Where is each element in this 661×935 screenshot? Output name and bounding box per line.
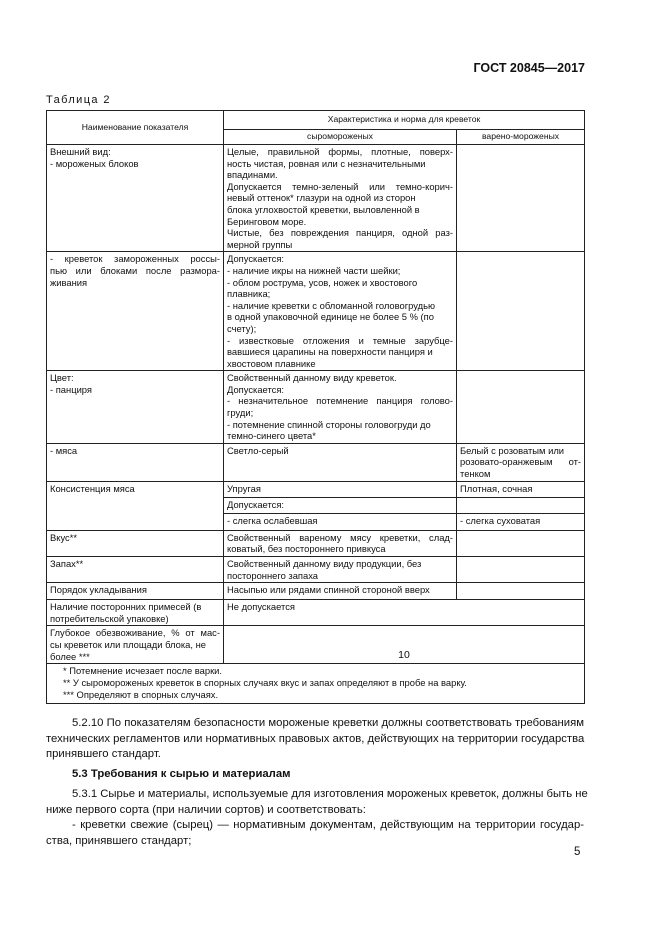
cell-cooked bbox=[457, 530, 585, 556]
cell-line: живания bbox=[50, 276, 88, 288]
cell-line: - облом рострума, усов, ножек и хвостового bbox=[227, 276, 418, 288]
header-raw: сыромороженых bbox=[224, 130, 457, 145]
cell-cooked: Плотная, сочная bbox=[457, 481, 585, 497]
cell-line: хвостовом плавнике bbox=[227, 357, 316, 369]
cell-line: Чистые, без повреждения панциря, одной раз- bbox=[227, 227, 453, 239]
cell-indicator bbox=[47, 252, 224, 371]
cell-cooked bbox=[457, 557, 585, 583]
table-row bbox=[47, 252, 585, 371]
cell-cooked bbox=[457, 145, 585, 252]
table-header-row bbox=[47, 111, 585, 130]
cell-raw bbox=[224, 252, 457, 371]
page-number: 5 bbox=[574, 846, 581, 858]
cell-raw: Упругая bbox=[224, 481, 457, 497]
cell-raw bbox=[224, 530, 457, 556]
cell-line: Порядок укладывания bbox=[50, 584, 147, 596]
table-row bbox=[47, 557, 585, 583]
cell-indicator bbox=[47, 145, 224, 252]
cell-line: блока углохвостой креветки, выловленной в bbox=[227, 203, 420, 215]
text-line: ства, принявшего стандарт; bbox=[46, 834, 192, 847]
cell-raw bbox=[224, 557, 457, 583]
cell-line: - наличие икры на нижней части шейки; bbox=[227, 264, 401, 276]
table-row bbox=[47, 626, 585, 664]
text-line: - креветки свежие (сырец) — нормативным документам, действующим на территории государ- bbox=[72, 819, 584, 831]
cell-raw: - слегка ослабевшая bbox=[224, 513, 457, 530]
text-line: 5.3.1 Сырье и материалы, используемые для изготовления мороженых креветок, должны быть не bbox=[72, 788, 588, 800]
cell-raw bbox=[224, 443, 457, 481]
cell-line: - креветок замороженных россы- bbox=[50, 253, 220, 265]
document-header: ГОСТ 20845—2017 bbox=[473, 61, 585, 75]
cell-line: *** Определяют в спорных случаях. bbox=[63, 689, 219, 701]
cell-indicator bbox=[47, 600, 224, 626]
cell-line: постороннего запаха bbox=[227, 569, 319, 581]
cell-line: в одной упаковочной единице не более 5 % (по bbox=[227, 311, 434, 323]
table-row bbox=[47, 443, 585, 481]
footnotes-cell bbox=[47, 664, 585, 704]
cell-cooked bbox=[457, 497, 585, 513]
cell-raw bbox=[224, 145, 457, 252]
cell-line: Консистенция мяса bbox=[50, 482, 135, 494]
cell-line: - потемнение спинной стороны головогруди до bbox=[227, 418, 431, 430]
cell-line: невый оттенок* глазури на одной из сторон bbox=[227, 192, 416, 204]
cell-indicator bbox=[47, 481, 224, 530]
cell-line: Свойственный вареному мясу креветки, слад- bbox=[227, 531, 453, 543]
cell-line: Светло-серый bbox=[227, 444, 289, 456]
cell-line: коватый, без постороннего привкуса bbox=[227, 543, 386, 555]
cell-indicator bbox=[47, 443, 224, 481]
cell-line: тенком bbox=[460, 468, 491, 480]
table-row bbox=[47, 583, 585, 600]
cell-line: Беринговом море. bbox=[227, 215, 307, 227]
table-body bbox=[47, 111, 585, 704]
cell-raw bbox=[224, 583, 457, 600]
cell-value: 10 bbox=[224, 626, 585, 664]
cell-line: ность чистая, ровная или с незначительными bbox=[227, 157, 426, 169]
cell-line: впадинами. bbox=[227, 169, 278, 181]
table-row bbox=[47, 481, 585, 497]
header-cooked: варено-мороженых bbox=[457, 130, 585, 145]
cell-line: плавника; bbox=[227, 288, 271, 300]
cell-line: сы креветок или площади блока, не bbox=[50, 639, 206, 650]
cell-line: Целые, правильной формы, плотные, поверх- bbox=[227, 146, 453, 157]
cell-line: Свойственный данному виду креветок. bbox=[227, 372, 397, 384]
cell-indicator bbox=[47, 530, 224, 556]
section-heading-5-3 bbox=[46, 767, 584, 783]
cell-line: Запах** bbox=[50, 558, 84, 570]
table-caption: Таблица 2 bbox=[46, 94, 111, 106]
cell-line: Допускается: bbox=[227, 253, 284, 265]
cell-line: - известковые отложения и темные зарубце- bbox=[227, 334, 453, 346]
paragraph-5-2-10 bbox=[46, 716, 584, 763]
cell-line: Глубокое обезвоживание, % от мас- bbox=[50, 627, 220, 639]
cell-line: Свойственный данному виду продукции, без bbox=[227, 558, 422, 570]
cell-line: - незначительное потемнение панциря голово- bbox=[227, 395, 453, 407]
cell-cooked bbox=[457, 371, 585, 444]
cell-indicator bbox=[47, 557, 224, 583]
text-line: ниже первого сорта (при наличии сортов) и соответствовать: bbox=[46, 803, 366, 816]
header-indicator: Наименование показателя bbox=[47, 111, 224, 145]
table-row bbox=[47, 371, 585, 444]
cell-indicator bbox=[47, 583, 224, 600]
cell-line: мерной группы bbox=[227, 238, 293, 250]
header-group: Характеристика и норма для креветок bbox=[224, 111, 585, 130]
cell-line: - мороженых блоков bbox=[50, 157, 139, 169]
cell-line: Белый с розоватым или bbox=[460, 444, 565, 456]
table-row bbox=[47, 530, 585, 556]
cell-line: - панциря bbox=[50, 383, 92, 395]
cell-line: счету); bbox=[227, 322, 257, 334]
cell-line: Наличие посторонних примесей (в bbox=[50, 601, 202, 613]
cell-line: Цвет: bbox=[50, 372, 74, 384]
cell-line: более *** bbox=[50, 650, 90, 662]
cell-cooked: - слегка суховатая bbox=[457, 513, 585, 530]
cell-indicator bbox=[47, 371, 224, 444]
cell-line: вавшиеся царапины на поверхности панциря и bbox=[227, 346, 433, 358]
cell-line: - наличие креветки с обломанной головогрудью bbox=[227, 299, 436, 311]
cell-value: Не допускается bbox=[224, 600, 585, 626]
cell-line: потребительской упаковке) bbox=[50, 612, 169, 624]
cell-line: * Потемнение исчезает после варки. bbox=[63, 665, 223, 677]
table-row bbox=[47, 600, 585, 626]
cell-cooked bbox=[457, 443, 585, 481]
cell-line: темно-синего цвета* bbox=[227, 430, 316, 442]
quality-table bbox=[46, 110, 585, 704]
cell-cooked bbox=[457, 583, 585, 600]
table-row bbox=[47, 145, 585, 252]
text-line: технических регламентов или нормативных правовых актов, действующих на территории государства bbox=[46, 732, 585, 745]
cell-raw bbox=[224, 371, 457, 444]
table-footnotes bbox=[47, 664, 585, 704]
text-line: 5.2.10 По показателям безопасности мороженые креветки должны соответствовать требованиям bbox=[72, 717, 584, 729]
cell-line: пью или блоками после размора- bbox=[50, 264, 220, 276]
cell-line: Вкус** bbox=[50, 531, 78, 543]
cell-line: груди; bbox=[227, 407, 254, 419]
section-heading-text: 5.3 Требования к сырью и материалам bbox=[72, 768, 291, 780]
text-line: принявшего стандарт. bbox=[46, 748, 161, 760]
cell-indicator bbox=[47, 626, 224, 664]
cell-line: Насыпью или рядами спинной стороной вверх bbox=[227, 584, 430, 596]
cell-line: Внешний вид: bbox=[50, 146, 111, 157]
cell-cooked bbox=[457, 252, 585, 371]
cell-line: Допускается: bbox=[227, 383, 284, 395]
cell-line: - мяса bbox=[50, 444, 78, 456]
cell-line: ** У сыромороженых креветок в спорных случаях вкус и запах определяют в пробе на варку. bbox=[63, 677, 467, 689]
cell-raw: Допускается: bbox=[224, 497, 457, 513]
cell-line: Допускается темно-зеленый или темно-корич- bbox=[227, 180, 453, 192]
paragraph-5-3-1 bbox=[46, 787, 588, 849]
cell-line: розовато-оранжевым от- bbox=[460, 456, 582, 468]
